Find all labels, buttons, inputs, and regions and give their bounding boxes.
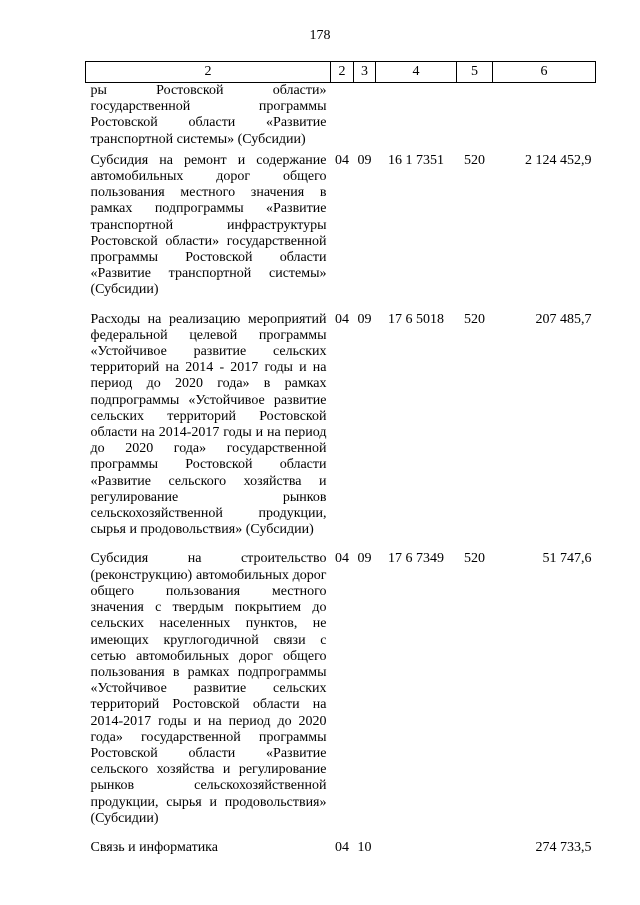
column-header-amount: 6 <box>493 62 596 83</box>
table-row <box>86 544 596 832</box>
row-subsection: 09 <box>357 152 372 168</box>
table-row <box>86 305 596 545</box>
row-expense-type: 520 <box>464 551 485 567</box>
column-header-section: 2 <box>331 62 354 83</box>
row-target-code: 16 1 7351 <box>388 152 444 168</box>
row-expense-type: 520 <box>464 311 485 327</box>
column-header-subsection: 3 <box>354 62 376 83</box>
row-amount: 51 747,6 <box>542 551 592 567</box>
row-expense-type <box>457 83 493 148</box>
table-header-row <box>86 62 596 83</box>
row-amount: 274 733,5 <box>535 839 592 855</box>
row-section: 04 <box>335 152 349 168</box>
row-name: ры Ростовской области» государственной программы Ростовской области «Развитие транспортной системы» (Субсидии) <box>90 83 327 147</box>
budget-table <box>85 61 596 862</box>
row-amount: 207 485,7 <box>535 311 592 327</box>
row-subsection: 09 <box>357 311 372 327</box>
row-target-code <box>376 83 457 148</box>
row-name: Субсидия на ремонт и содержание автомобильных дорог общего пользования местного значения в рамках подпрограммы «Развитие транспортной инфраструктуры Ростовской области» государственной программы Ростовской области «Развитие транспортной системы» (Субсидии) <box>90 152 327 298</box>
column-header-expense-type: 5 <box>457 62 493 83</box>
row-expense-type <box>457 833 493 862</box>
page-number: 178 <box>309 28 331 43</box>
row-target-code: 17 6 7349 <box>388 551 444 567</box>
row-expense-type: 520 <box>464 152 485 168</box>
row-amount <box>493 83 596 148</box>
table-row <box>86 83 596 148</box>
row-amount: 2 124 452,9 <box>525 152 592 168</box>
row-name: Расходы на реализацию мероприятий федеральной целевой программы «Устойчивое развитие сельских территорий на 2014 - 2017 годы и на период до 2020 года» в рамках подпрограммы «Устойчивое развитие сельских территорий Ростовской области на 2014-2017 годы и на период до 2020 года» государственной программы Ростовской области «Развитие сельского хозяйства и регулирование рынков сельскохозяйственной продукции, сырья и продовольствия» (Субсидии) <box>90 311 327 538</box>
row-subsection <box>354 83 376 148</box>
row-section: 04 <box>335 839 349 855</box>
row-name: Связь и информатика <box>90 839 218 855</box>
column-header-name: 2 <box>86 62 331 83</box>
table-row <box>86 833 596 862</box>
row-section: 04 <box>335 311 349 327</box>
row-section <box>331 83 354 148</box>
row-section: 04 <box>335 551 349 567</box>
column-header-target-code: 4 <box>376 62 457 83</box>
row-target-code <box>376 833 457 862</box>
row-subsection: 09 <box>357 551 372 567</box>
row-name: Субсидия на строительство (реконструкцию) автомобильных дорог общего пользования местного значения с твердым покрытием до сельских населенных пунктов, не имеющих круглогодичной связи с сетью автомобильных дорог общего пользования в рамках подпрограммы «Устойчивое развитие сельских территорий Ростовской области на 2014-2017 годы и на период до 2020 года» государственной программы Ростовской области «Развитие сельского хозяйства и регулирование рынков сельскохозяйственной продукции, сырья и продовольствия» (Субсидии) <box>90 551 327 826</box>
row-target-code: 17 6 5018 <box>388 311 444 327</box>
row-subsection: 10 <box>357 839 372 855</box>
table-row <box>86 148 596 305</box>
